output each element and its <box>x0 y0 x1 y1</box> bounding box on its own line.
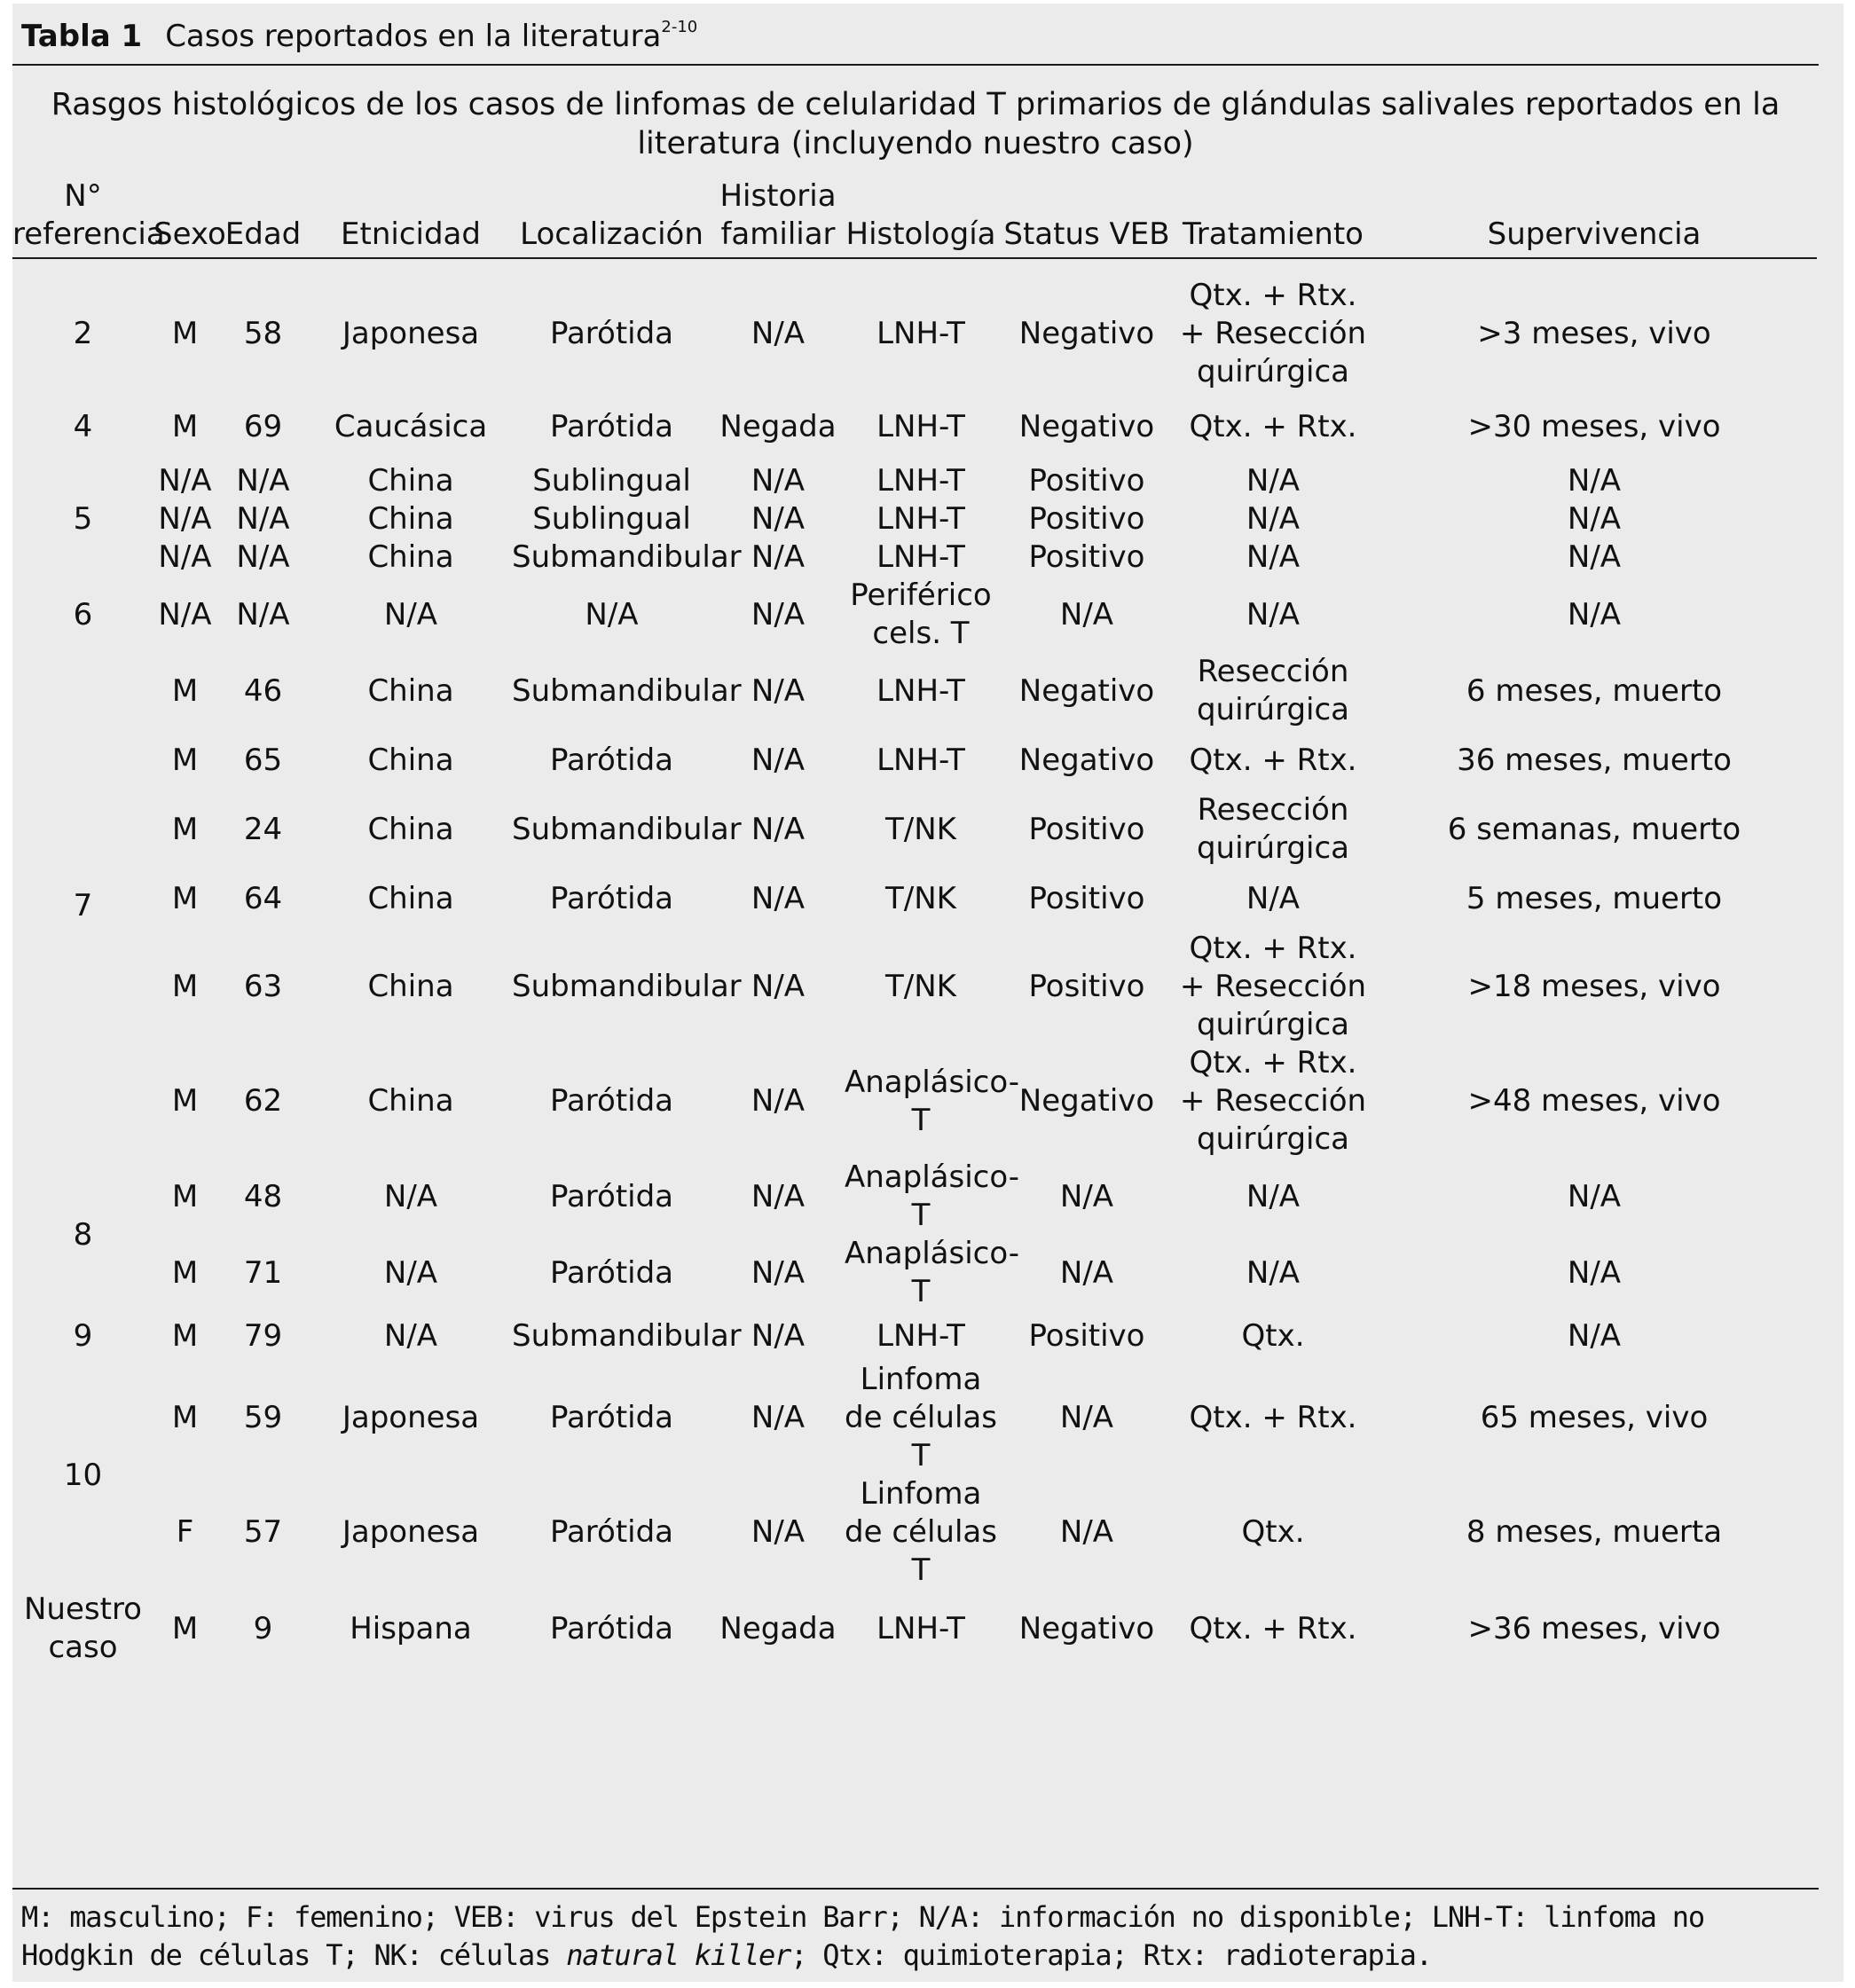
cell-sexo: N/A <box>158 539 212 575</box>
cell-status: Negativo <box>1018 1083 1155 1119</box>
cell-referencia: 9 <box>73 1317 93 1354</box>
cell-tratamiento: Resección quirúrgica <box>1196 654 1350 727</box>
cell-referencia: Nuestro caso <box>24 1591 142 1665</box>
cell-localizacion: Sublingual <box>532 463 691 499</box>
cell-status: N/A <box>1059 1514 1114 1550</box>
cell-edad: 58 <box>243 316 283 351</box>
header-histologia: Histología <box>845 216 996 252</box>
header-etnicidad: Etnicidad <box>341 216 481 252</box>
cell-historia: N/A <box>751 539 806 575</box>
cell-sexo: M <box>171 1254 199 1291</box>
cell-status: Positivo <box>1028 811 1145 847</box>
cell-etnicidad: China <box>367 811 454 847</box>
cell-sexo: M <box>171 880 199 916</box>
cell-edad: 69 <box>243 408 283 444</box>
table-row <box>12 538 1819 577</box>
cell-historia: N/A <box>751 742 806 778</box>
table-caption: Rasgos histológicos de los casos de linfomas de celularidad T primarios de glándulas salivales reportados en la literatura (incluyendo nuestro caso) <box>51 87 1780 161</box>
cell-localizacion: N/A <box>585 596 639 633</box>
cell-referencia: 8 <box>73 1216 93 1253</box>
cell-status: Negativo <box>1018 316 1155 351</box>
cell-localizacion: Parótida <box>549 1178 674 1214</box>
cell-edad: N/A <box>236 501 290 537</box>
header-status-veb: Status VEB <box>1003 216 1170 252</box>
cell-tratamiento: N/A <box>1246 539 1301 575</box>
cell-historia: N/A <box>751 1400 806 1435</box>
cell-histologia: LNH-T <box>876 463 965 499</box>
cell-tratamiento: Resección quirúrgica <box>1196 792 1350 866</box>
cell-tratamiento: Qtx. + Rtx. <box>1189 742 1357 778</box>
cell-edad: 57 <box>243 1514 283 1550</box>
cell-edad: N/A <box>236 463 290 499</box>
cell-edad: 48 <box>243 1178 283 1214</box>
cell-tratamiento: N/A <box>1246 596 1301 633</box>
table-row <box>12 729 1819 791</box>
cases-table <box>12 170 1819 1668</box>
header-supervivencia: Supervivencia <box>1487 216 1702 252</box>
top-rule <box>12 64 1819 66</box>
table-row <box>12 1361 1819 1475</box>
cell-referencia: 4 <box>73 408 93 444</box>
header-rule <box>12 257 1817 259</box>
cell-etnicidad: China <box>367 742 454 778</box>
cell-histologia: LNH-T <box>876 1610 965 1646</box>
cell-histologia: LNH-T <box>876 501 965 537</box>
cell-etnicidad: N/A <box>383 596 438 633</box>
cell-histologia: Linfoma de células T <box>845 1476 997 1588</box>
cell-status: Positivo <box>1028 463 1145 499</box>
table-row <box>12 1475 1819 1590</box>
cell-supervivencia: N/A <box>1567 539 1622 575</box>
header-edad: Edad <box>224 216 302 252</box>
cell-supervivencia: N/A <box>1567 1178 1622 1214</box>
cell-etnicidad: China <box>367 539 454 575</box>
footnote-text-end: ; Qtx: quimioterapia; Rtx: radioterapia. <box>790 1938 1432 1972</box>
cell-histologia: Anaplásico-T <box>845 1064 1020 1138</box>
cell-sexo: M <box>171 811 199 847</box>
cell-supervivencia: >48 meses, vivo <box>1467 1083 1721 1119</box>
cell-histologia: LNH-T <box>876 316 965 351</box>
cell-histologia: LNH-T <box>876 539 965 575</box>
cell-tratamiento: Qtx. <box>1241 1317 1305 1354</box>
table-label: Tabla 1 <box>21 19 143 54</box>
cell-etnicidad: Japonesa <box>342 316 480 351</box>
cell-supervivencia: >36 meses, vivo <box>1467 1610 1721 1646</box>
table-row <box>12 462 1819 500</box>
cell-supervivencia: N/A <box>1567 1254 1622 1291</box>
table-row <box>12 868 1819 930</box>
footnote-text: M: masculino; F: femenino; VEB: virus del Epstein Barr; N/A: información no disponible; LNH-T: linfoma no Hodgkin de células T; NK: células <box>21 1900 1704 1972</box>
footnote <box>21 1898 1822 1975</box>
cell-localizacion: Submandibular <box>512 539 742 575</box>
cell-status: Positivo <box>1028 880 1145 916</box>
cell-supervivencia: 5 meses, muerto <box>1466 880 1723 916</box>
cell-referencia: 5 <box>73 501 93 537</box>
cell-supervivencia: N/A <box>1567 501 1622 537</box>
cell-histologia: Anaplásico-T <box>845 1236 1020 1309</box>
cell-etnicidad: N/A <box>383 1178 438 1214</box>
cell-localizacion: Submandibular <box>512 811 742 847</box>
cell-status: Positivo <box>1028 1317 1145 1354</box>
cell-status: Negativo <box>1018 1610 1155 1646</box>
cell-edad: 46 <box>243 672 283 709</box>
table-row <box>12 930 1819 1044</box>
cell-edad: 65 <box>243 742 283 778</box>
cell-etnicidad: N/A <box>383 1254 438 1291</box>
cell-histologia: LNH-T <box>876 408 965 444</box>
table-body <box>12 255 1819 1668</box>
cell-sexo: N/A <box>158 596 212 633</box>
cell-historia: N/A <box>751 1178 806 1214</box>
cell-historia: N/A <box>751 316 806 351</box>
cell-etnicidad: China <box>367 880 454 916</box>
table-row <box>12 653 1819 729</box>
cell-tratamiento: N/A <box>1246 501 1301 537</box>
cell-localizacion: Parótida <box>549 880 674 916</box>
cell-etnicidad: China <box>367 969 454 1004</box>
cell-historia: N/A <box>751 672 806 709</box>
cell-sexo: M <box>171 1178 199 1214</box>
cell-supervivencia: >18 meses, vivo <box>1467 969 1721 1004</box>
cell-histologia: LNH-T <box>876 1317 965 1354</box>
cell-historia: N/A <box>751 1254 806 1291</box>
cell-sexo: M <box>171 408 199 444</box>
cell-historia: Negada <box>719 1610 837 1646</box>
cell-histologia: Linfoma de células T <box>845 1362 997 1473</box>
cell-supervivencia: N/A <box>1567 1317 1622 1354</box>
cell-historia: N/A <box>751 596 806 633</box>
cell-tratamiento: Qtx. + Rtx. + Resección quirúrgica <box>1179 931 1367 1042</box>
cell-histologia: T/NK <box>885 811 956 847</box>
cell-sexo: M <box>171 742 199 778</box>
cell-localizacion: Parótida <box>549 316 674 351</box>
cell-etnicidad: China <box>367 501 454 537</box>
cell-histologia: T/NK <box>885 880 956 916</box>
cell-etnicidad: Caucásica <box>334 408 488 444</box>
cell-historia: N/A <box>751 1514 806 1550</box>
cell-edad: 63 <box>243 969 283 1004</box>
cell-localizacion: Parótida <box>549 1400 674 1435</box>
table-title <box>21 18 697 54</box>
cell-referencia: 6 <box>73 596 93 633</box>
header-historia-familiar: Historia familiar <box>719 178 837 252</box>
cell-tratamiento: N/A <box>1246 463 1301 499</box>
cell-etnicidad: Japonesa <box>342 1400 480 1435</box>
cell-edad: 59 <box>243 1400 283 1435</box>
table-row <box>12 1311 1819 1361</box>
cell-sexo: F <box>176 1514 194 1550</box>
cell-supervivencia: >30 meses, vivo <box>1467 408 1721 444</box>
cell-historia: N/A <box>751 463 806 499</box>
cell-localizacion: Submandibular <box>512 1317 742 1354</box>
cell-historia: N/A <box>751 1083 806 1119</box>
cell-edad: N/A <box>236 539 290 575</box>
cell-status: Positivo <box>1028 501 1145 537</box>
cell-status: Negativo <box>1018 672 1155 709</box>
cell-status: Positivo <box>1028 539 1145 575</box>
cell-localizacion: Parótida <box>549 1514 674 1550</box>
cell-tratamiento: N/A <box>1246 1178 1301 1214</box>
table-row <box>12 577 1819 653</box>
cell-sexo: N/A <box>158 501 212 537</box>
cell-tratamiento: Qtx. + Rtx. + Resección quirúrgica <box>1179 1045 1367 1157</box>
cell-status: N/A <box>1059 596 1114 633</box>
cell-edad: N/A <box>236 596 290 633</box>
table-row <box>12 1235 1819 1311</box>
cell-etnicidad: Japonesa <box>342 1514 480 1550</box>
cell-historia: N/A <box>751 501 806 537</box>
cell-histologia: Anaplásico-T <box>845 1159 1020 1233</box>
footer-rule <box>12 1888 1819 1890</box>
cell-histologia: LNH-T <box>876 742 965 778</box>
references-superscript: 2-10 <box>661 18 698 36</box>
header-tratamiento: Tratamiento <box>1183 216 1364 252</box>
cell-tratamiento: Qtx. <box>1241 1514 1305 1550</box>
cell-historia: N/A <box>751 969 806 1004</box>
cell-status: N/A <box>1059 1254 1114 1291</box>
table-row <box>12 391 1819 462</box>
cell-status: N/A <box>1059 1178 1114 1214</box>
cell-etnicidad: China <box>367 1083 454 1119</box>
cell-supervivencia: >3 meses, vivo <box>1477 316 1711 351</box>
cell-supervivencia: 36 meses, muerto <box>1457 742 1732 778</box>
cell-supervivencia: 8 meses, muerta <box>1466 1514 1723 1550</box>
cell-etnicidad: China <box>367 463 454 499</box>
cell-tratamiento: Qtx. + Rtx. <box>1189 1610 1357 1646</box>
cell-localizacion: Parótida <box>549 742 674 778</box>
cell-histologia: LNH-T <box>876 672 965 709</box>
cell-status: Positivo <box>1028 969 1145 1004</box>
table-row <box>12 791 1819 868</box>
cell-edad: 62 <box>243 1083 283 1119</box>
header-referencia: N° referencia <box>12 178 165 252</box>
table-row <box>12 500 1819 538</box>
cell-referencia: 2 <box>73 316 93 351</box>
cell-tratamiento: N/A <box>1246 1254 1301 1291</box>
table-row <box>12 1590 1819 1668</box>
cell-edad: 64 <box>243 880 283 916</box>
table-row <box>12 1159 1819 1235</box>
footnote-italic: natural killer <box>566 1938 791 1972</box>
cell-sexo: M <box>171 969 199 1004</box>
cell-tratamiento: N/A <box>1246 880 1301 916</box>
cell-localizacion: Submandibular <box>512 672 742 709</box>
cell-localizacion: Submandibular <box>512 969 742 1004</box>
table-title-text: Casos reportados en la literatura <box>165 19 662 54</box>
cell-edad: 71 <box>243 1254 283 1291</box>
cell-histologia: T/NK <box>885 969 956 1004</box>
cell-referencia: 10 <box>63 1457 103 1493</box>
cell-supervivencia: N/A <box>1567 596 1622 633</box>
cell-etnicidad: China <box>367 672 454 709</box>
cell-sexo: M <box>171 316 199 351</box>
cell-localizacion: Parótida <box>549 1254 674 1291</box>
table-row <box>12 1044 1819 1159</box>
cell-localizacion: Parótida <box>549 1610 674 1646</box>
table-row <box>12 277 1819 391</box>
cell-sexo: M <box>171 1317 199 1354</box>
cell-sexo: M <box>171 1400 199 1435</box>
cell-localizacion: Parótida <box>549 1083 674 1119</box>
cell-edad: 24 <box>243 811 283 847</box>
cell-sexo: M <box>171 1083 199 1119</box>
cell-referencia: 7 <box>73 887 93 923</box>
cell-edad: 9 <box>253 1610 273 1646</box>
cell-status: N/A <box>1059 1400 1114 1435</box>
cell-localizacion: Sublingual <box>532 501 691 537</box>
cell-supervivencia: 65 meses, vivo <box>1480 1400 1709 1435</box>
cell-historia: N/A <box>751 811 806 847</box>
cell-historia: N/A <box>751 1317 806 1354</box>
cell-status: Negativo <box>1018 408 1155 444</box>
cell-historia: N/A <box>751 880 806 916</box>
cell-sexo: M <box>171 1610 199 1646</box>
cell-tratamiento: Qtx. + Rtx. <box>1189 408 1357 444</box>
cell-sexo: M <box>171 672 199 709</box>
cell-etnicidad: N/A <box>383 1317 438 1354</box>
cell-status: Negativo <box>1018 742 1155 778</box>
cell-supervivencia: N/A <box>1567 463 1622 499</box>
cell-etnicidad: Hispana <box>350 1610 472 1646</box>
cell-sexo: N/A <box>158 463 212 499</box>
cell-historia: Negada <box>719 408 837 444</box>
cell-histologia: Periférico cels. T <box>850 578 992 651</box>
cell-edad: 79 <box>243 1317 283 1354</box>
cell-supervivencia: 6 meses, muerto <box>1466 672 1723 709</box>
header-localizacion: Localización <box>520 216 703 252</box>
header-sexo: Sexo <box>153 216 226 252</box>
cell-tratamiento: Qtx. + Rtx. + Resección quirúrgica <box>1179 278 1367 389</box>
cell-localizacion: Parótida <box>549 408 674 444</box>
cell-supervivencia: 6 semanas, muerto <box>1447 811 1741 847</box>
cell-tratamiento: Qtx. + Rtx. <box>1189 1400 1357 1435</box>
header-row <box>12 170 1819 255</box>
